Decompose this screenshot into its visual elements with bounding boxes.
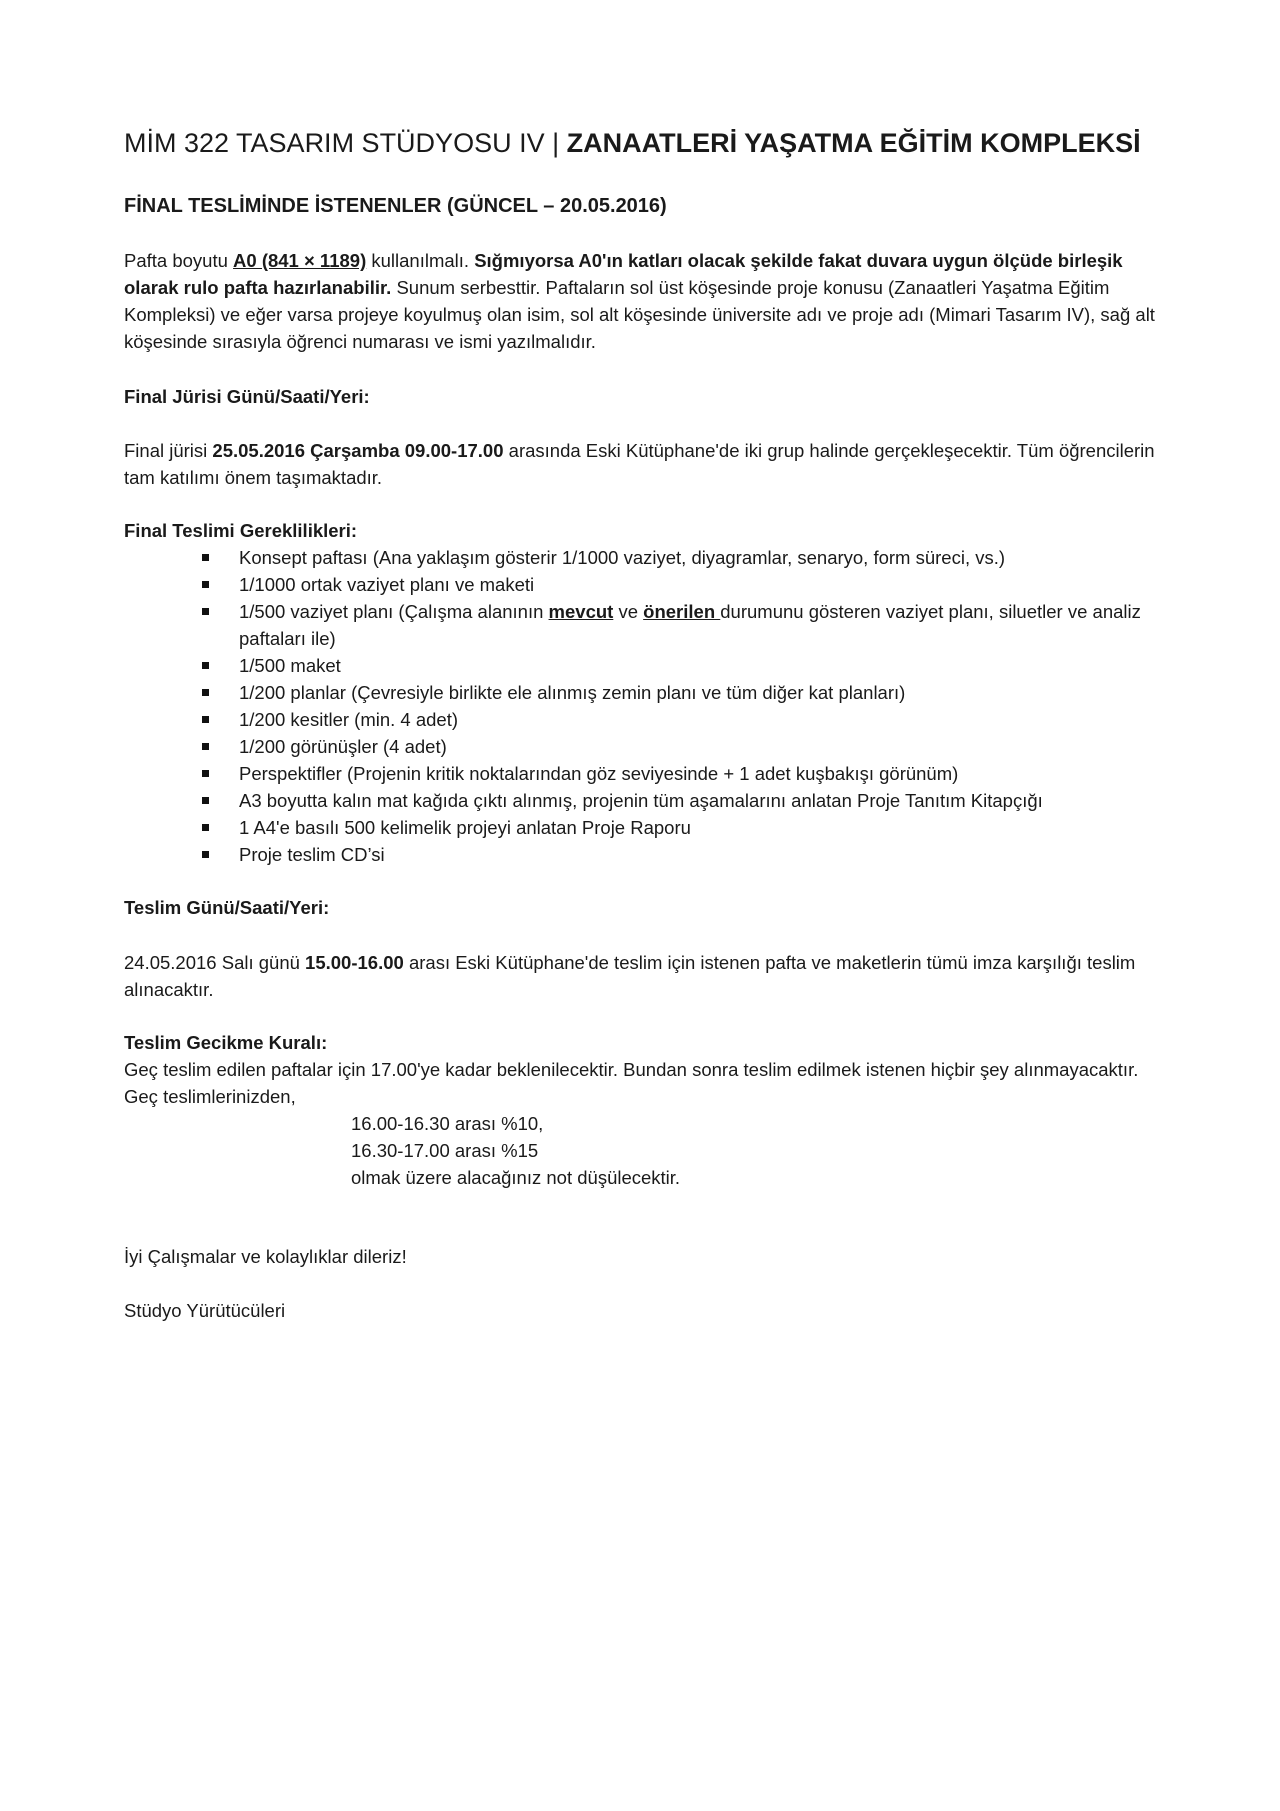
jury-heading: Final Jürisi Günü/Saati/Yeri:: [124, 386, 370, 407]
intro-paper-size: A0 (841 × 1189): [233, 250, 367, 271]
page-title: [124, 126, 1141, 160]
intro-text-3: kullanılmalı.: [366, 250, 475, 271]
intro-text-1: Pafta boyutu: [124, 250, 234, 271]
bullet-icon: [202, 797, 209, 804]
list-item-existing: mevcut: [548, 601, 614, 622]
bullet-icon: [202, 743, 209, 750]
list-item-text: 1/500 vaziyet planı (Çalışma alanının: [239, 601, 549, 622]
intro-text-5: Sunum serbesttir. Paftaların sol üst köşesinde proje konusu (Zanaatleri Yaşatma Eğitim Kompleksi) ve eğer varsa projeye koyulmuş olan isim, sol alt köşesinde üniversite adı ve proje adı (Mimari Tasarım IV), sağ alt köşesinde sırasıyla öğrenci numarası ve ismi yazılmalıdır.: [124, 277, 1155, 352]
title-course: MİM 322 TASARIM STÜDYOSU IV |: [124, 128, 567, 158]
list-item: [124, 841, 1164, 868]
requirements-list: [124, 544, 1164, 868]
list-item-text: A3 boyutta kalın mat kağıda çıktı alınmış, projenin tüm aşamalarını anlatan Proje Tanıtım Kitapçığı: [239, 790, 1043, 811]
list-item-text: 1/200 planlar (Çevresiyle birlikte ele alınmış zemin planı ve tüm diğer kat planları): [239, 682, 906, 703]
jury-text-3: arasında Eski Kütüphane'de iki grup halinde gerçekleşecektir. Tüm öğrencilerin tam katılımı önem taşımaktadır.: [124, 440, 1155, 488]
list-item-text: Konsept paftası (Ana yaklaşım gösterir 1/1000 vaziyet, diyagramlar, senaryo, form süreci, vs.): [239, 547, 1006, 568]
bullet-icon: [202, 824, 209, 831]
late-heading: Teslim Gecikme Kuralı:: [124, 1032, 328, 1053]
bullet-icon: [202, 662, 209, 669]
late-rule-3: olmak üzere alacağınız not düşülecektir.: [351, 1167, 681, 1188]
list-item-text: ve: [613, 601, 644, 622]
list-item: [124, 706, 1164, 733]
delivery-paragraph: [124, 949, 1164, 1003]
late-rule-2: 16.30-17.00 arası %15: [351, 1140, 539, 1161]
delivery-time: 15.00-16.00: [305, 952, 404, 973]
list-item-text: 1/500 maket: [239, 655, 341, 676]
list-item-text: Perspektifler (Projenin kritik noktalarından göz seviyesinde + 1 adet kuşbakışı görünüm): [239, 763, 959, 784]
intro-roll-note: Sığmıyorsa A0'ın katları olacak şekilde fakat duvara uygun ölçüde birleşik olarak rulo pafta hazırlanabilir.: [124, 250, 1123, 298]
list-item: [124, 598, 1164, 652]
list-item-text: 1/200 görünüşler (4 adet): [239, 736, 447, 757]
list-item-text: durumunu gösteren vaziyet planı, siluetler ve analiz paftaları ile): [239, 601, 1141, 649]
list-item: [124, 760, 1164, 787]
intro-paragraph: [124, 247, 1164, 355]
page-subtitle: FİNAL TESLİMİNDE İSTENENLER (GÜNCEL – 20.05.2016): [124, 195, 667, 217]
late-rule-1: 16.00-16.30 arası %10,: [351, 1113, 544, 1134]
bullet-icon: [202, 608, 209, 615]
requirements-heading: Final Teslimi Gereklilikleri:: [124, 520, 358, 541]
bullet-icon: [202, 554, 209, 561]
list-item-text: Proje teslim CD’si: [239, 844, 385, 865]
jury-date: 25.05.2016 Çarşamba 09.00-17.00: [212, 440, 504, 461]
list-item-proposed: önerilen: [643, 601, 721, 622]
title-project: ZANAATLERİ YAŞATMA EĞİTİM KOMPLEKSİ: [566, 128, 1141, 158]
list-item: [124, 814, 1164, 841]
delivery-text-3: arası Eski Kütüphane'de teslim için istenen pafta ve maketlerin tümü imza karşılığı teslim alınacaktır.: [124, 952, 1136, 1000]
list-item: [124, 787, 1164, 814]
late-paragraph: Geç teslim edilen paftalar için 17.00'ye kadar beklenilecektir. Bundan sonra teslim edilmek istenen hiçbir şey alınmayacaktır. Geç teslimlerinizden,: [124, 1059, 1139, 1107]
delivery-heading: Teslim Günü/Saati/Yeri:: [124, 897, 330, 918]
closing-text: İyi Çalışmalar ve kolaylıklar dileriz!: [124, 1246, 407, 1267]
jury-text-1: Final jürisi: [124, 440, 213, 461]
jury-paragraph: [124, 437, 1164, 491]
bullet-icon: [202, 581, 209, 588]
list-item-text: 1 A4'e basılı 500 kelimelik projeyi anlatan Proje Raporu: [239, 817, 691, 838]
list-item: [124, 544, 1164, 571]
list-item-text: 1/1000 ortak vaziyet planı ve maketi: [239, 574, 535, 595]
list-item: [124, 679, 1164, 706]
delivery-text-1: 24.05.2016 Salı günü: [124, 952, 306, 973]
list-item: [124, 733, 1164, 760]
list-item: [124, 652, 1164, 679]
bullet-icon: [202, 770, 209, 777]
signature-text: Stüdyo Yürütücüleri: [124, 1300, 286, 1321]
bullet-icon: [202, 689, 209, 696]
list-item: [124, 571, 1164, 598]
list-item-text: 1/200 kesitler (min. 4 adet): [239, 709, 459, 730]
bullet-icon: [202, 716, 209, 723]
bullet-icon: [202, 851, 209, 858]
